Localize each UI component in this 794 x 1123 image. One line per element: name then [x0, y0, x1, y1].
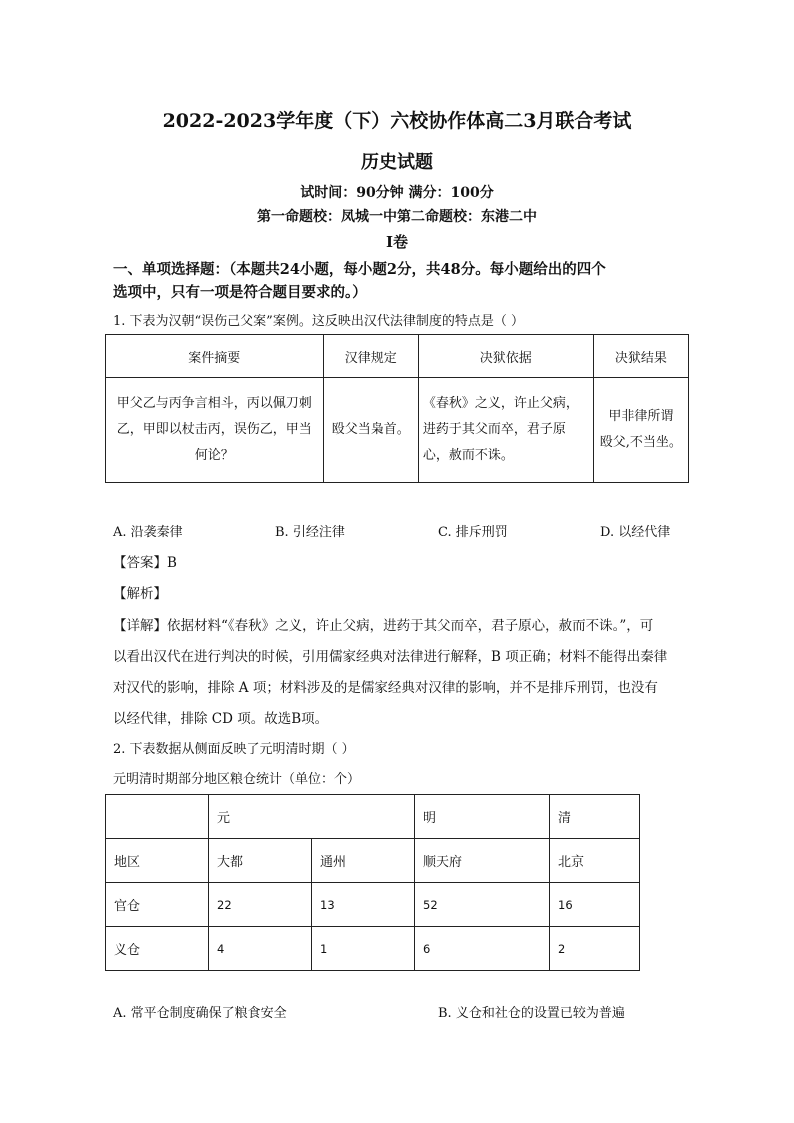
- q1-detail-line: [113, 614, 653, 634]
- table-cell: [106, 795, 209, 839]
- q1-answer: [113, 551, 177, 571]
- section-heading-line2: 选项中，只有一项是符合题目要求的。）: [113, 284, 367, 301]
- answer-tag: 【答案】: [113, 555, 167, 571]
- table-row: [106, 927, 640, 971]
- q1-analysis-tag: 【解析】: [113, 586, 167, 602]
- q2-table-title: 元明清时期部分地区粮仓统计（单位：个）: [113, 772, 361, 787]
- exam-title: 2022-2023学年度（下）六校协作体高二3月联合考试: [162, 110, 632, 132]
- q1-detail-line: 对汉代的影响，排除 A 项；材料涉及的是儒家经典对汉律的影响，并不是排斥刑罚，也没有: [113, 680, 658, 696]
- table-header-cell: 汉律规定: [323, 335, 418, 378]
- value-cell: 6: [415, 927, 550, 971]
- section-heading-line1: 一、单项选择题：（本题共24小题，每小题2分，共48分。每小题给出的四个: [113, 261, 606, 278]
- table-row: [106, 378, 689, 483]
- region-cell: 北京: [550, 839, 640, 883]
- judgment-basis-line: 《春秋》之义，许止父病，: [422, 396, 579, 411]
- answer-value: B: [167, 555, 177, 571]
- value-cell: 13: [312, 883, 415, 927]
- value-cell: 22: [209, 883, 312, 927]
- table-header-row: [106, 335, 689, 378]
- row-label-cell: 地区: [106, 839, 209, 883]
- q2-option-a: A. 常平仓制度确保了粮食安全: [113, 1006, 287, 1021]
- q1-stem: 1. 下表为汉朝“误伤己父案”案例。这反映出汉代法律制度的特点是（ ）: [113, 314, 524, 329]
- dynasty-cell: 元: [209, 795, 415, 839]
- q1-detail-line: 以经代律，排除 CD 项。故选B项。: [113, 711, 329, 727]
- q1-case-table: [105, 334, 689, 483]
- row-label-cell: 官仓: [106, 883, 209, 927]
- table-header-cell: 决狱依据: [418, 335, 593, 378]
- judgment-result-cell: [593, 378, 688, 483]
- exam-schools: 第一命题校：凤城一中第二命题校：东港二中: [257, 209, 537, 225]
- detail-text: 依据材料“《春秋》之义，许止父病，进药于其父而卒，君子原心，赦而不诛。”，可: [167, 618, 654, 634]
- case-summary-line: 甲父乙与丙争言相斗，丙以佩刀刺: [116, 396, 312, 411]
- row-label-cell: 义仓: [106, 927, 209, 971]
- value-cell: 52: [415, 883, 550, 927]
- detail-tag: 【详解】: [113, 618, 167, 634]
- dynasty-cell: 明: [415, 795, 550, 839]
- han-law-cell: 殴父当枭首。: [323, 378, 418, 483]
- value-cell: 16: [550, 883, 640, 927]
- q1-detail-line: 以看出汉代在进行判决的时候，引用儒家经典对法律进行解释，B 项正确；材料不能得出秦律: [113, 649, 668, 665]
- q1-option-d: D. 以经代律: [600, 525, 671, 540]
- q2-granary-table: [105, 794, 640, 971]
- q1-option-a: A. 沿袭秦律: [113, 525, 183, 540]
- judgment-basis-line: 进药于其父而卒，君子原: [422, 422, 566, 437]
- case-summary-cell: [106, 378, 324, 483]
- value-cell: 4: [209, 927, 312, 971]
- judgment-basis-line: 心，赦而不诛。: [422, 448, 514, 463]
- region-cell: 通州: [312, 839, 415, 883]
- q2-stem: 2. 下表数据从侧面反映了元明清时期（ ）: [113, 742, 355, 757]
- case-summary-line: 乙，甲即以杖击丙，误伤乙，甲当: [116, 422, 312, 437]
- judgment-result-line: 殴父,不当坐。: [599, 435, 682, 450]
- table-row: [106, 839, 640, 883]
- exam-subtitle: 历史试题: [361, 152, 433, 173]
- table-row: [106, 795, 640, 839]
- region-cell: 顺天府: [415, 839, 550, 883]
- judgment-result-line: 甲非律所谓: [608, 409, 674, 424]
- value-cell: 2: [550, 927, 640, 971]
- dynasty-cell: 清: [550, 795, 640, 839]
- q2-option-b: B. 义仓和社仓的设置已较为普遍: [438, 1006, 625, 1021]
- table-row: [106, 883, 640, 927]
- volume-label: I卷: [385, 233, 409, 251]
- exam-time-info: 试时间：90分钟 满分：100分: [300, 185, 494, 201]
- table-header-cell: 案件摘要: [106, 335, 324, 378]
- region-cell: 大都: [209, 839, 312, 883]
- q1-option-b: B. 引经注律: [275, 525, 345, 540]
- q1-option-c: C. 排斥刑罚: [438, 525, 508, 540]
- value-cell: 1: [312, 927, 415, 971]
- table-header-cell: 决狱结果: [593, 335, 688, 378]
- judgment-basis-cell: [418, 378, 593, 483]
- case-summary-line: 何论？: [194, 448, 234, 463]
